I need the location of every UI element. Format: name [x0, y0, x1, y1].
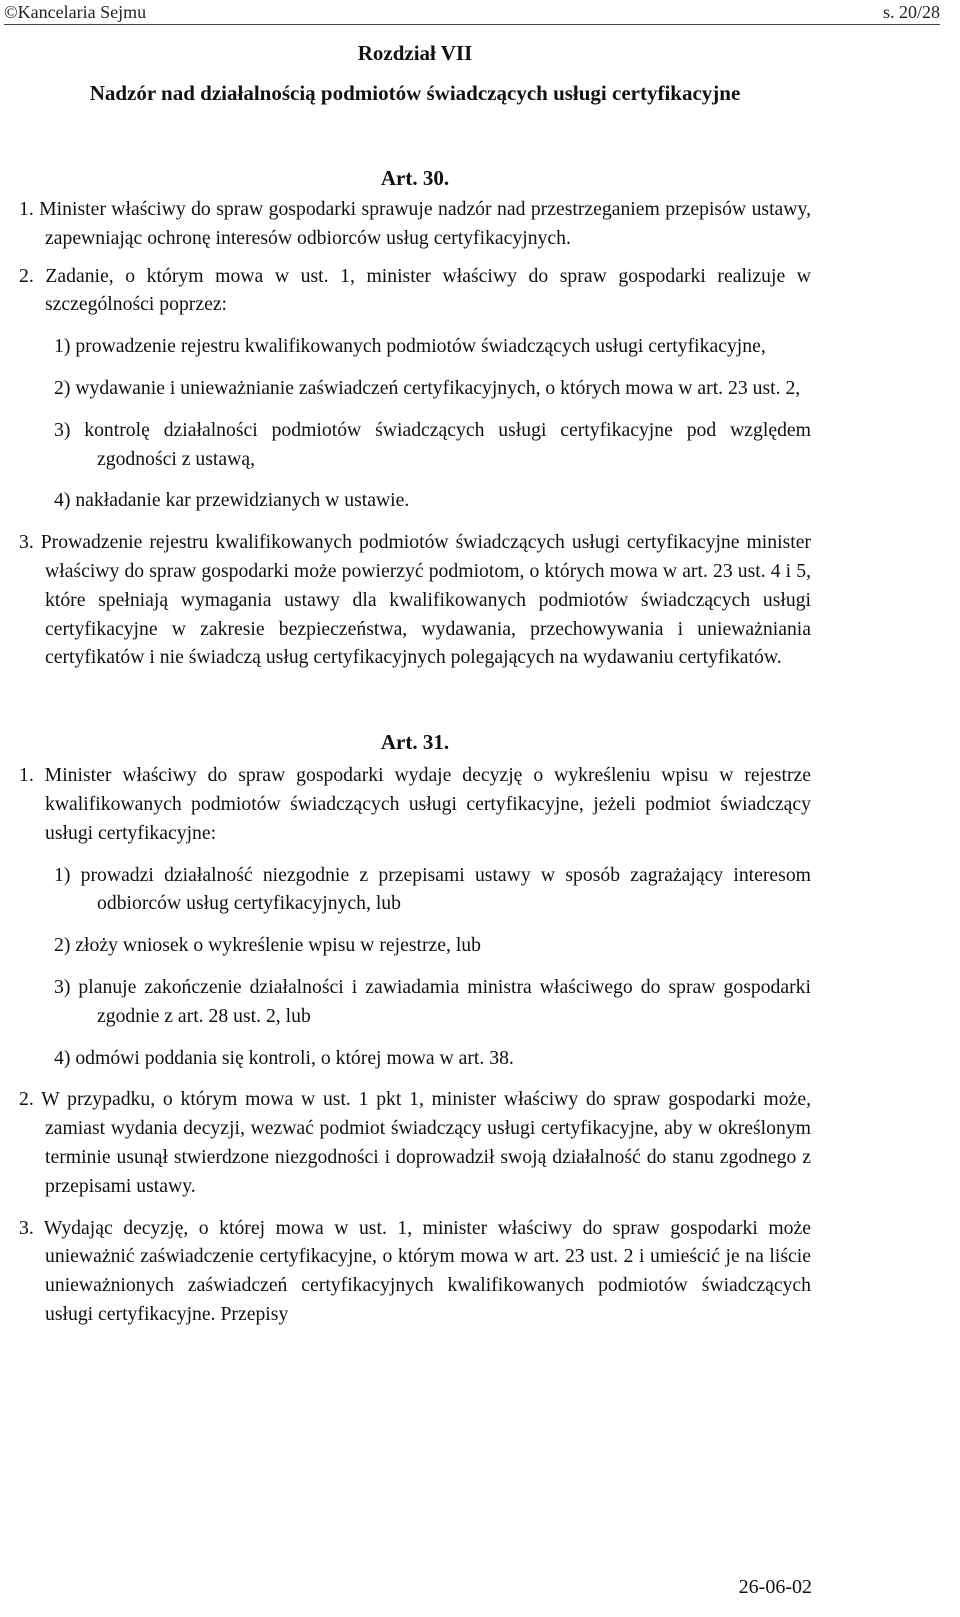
art31-point-3: 3) planuje zakończenie działalności i zawiadamia ministra właściwego do spraw gospodarki zgodnie z art. 28 ust. 2, lub	[54, 975, 811, 1027]
art30-point-3: 3) kontrolę działalności podmiotów świadczących usługi certyfikacyjne pod względem zgodności z ustawą,	[54, 418, 811, 470]
article-30-title: Art. 30.	[380, 166, 450, 190]
chapter-title: Nadzór nad działalnością podmiotów świadczących usługi certyfikacyjne	[89, 81, 741, 105]
header-rule	[4, 24, 940, 25]
art31-point-2: 2) złoży wniosek o wykreślenie wpisu w rejestrze, lub	[54, 934, 481, 957]
art31-ust2: 2. W przypadku, o którym mowa w ust. 1 pkt 1, minister właściwy do spraw gospodarki może, zamiast wydania decyzji, wezwać podmiot świadczący usługi certyfikacyjne, aby w określonym terminie usunął stwierdzone niezgodności i doprowadził swoją działalność do stanu zgodnego z przepisami ustawy.	[19, 1088, 811, 1197]
art30-point-4: 4) nakładanie kar przewidzianych w ustawie.	[54, 489, 410, 512]
art31-point-1: 1) prowadzi działalność niezgodnie z przepisami ustawy w sposób zagrażający interesom odbiorców usług certyfikacyjnych, lub	[54, 863, 811, 915]
art31-ust1: 1. Minister właściwy do spraw gospodarki wydaje decyzję o wykreśleniu wpisu w rejestrze kwalifikowanych podmiotów świadczących usługi certyfikacyjne, jeżeli podmiot świadczący usługi certyfikacyjne:	[19, 764, 811, 844]
footer-date: 26-06-02	[738, 1576, 812, 1598]
chapter-number: Rozdział VII	[357, 41, 473, 65]
art30-ust1: 1. Minister właściwy do spraw gospodarki sprawuje nadzór nad przestrzeganiem przepisów ustawy, zapewniając ochronę interesów odbiorców usług certyfikacyjnych.	[19, 198, 811, 249]
art30-ust2: 2. Zadanie, o którym mowa w ust. 1, minister właściwy do spraw gospodarki realizuje w szczególności poprzez:	[19, 264, 811, 316]
document-body	[19, 34, 811, 1329]
art30-point-1: 1) prowadzenie rejestru kwalifikowanych podmiotów świadczących usługi certyfikacyjne,	[54, 335, 766, 358]
header-page-number: s. 20/28	[882, 2, 940, 22]
art30-point-2: 2) wydawanie i unieważnianie zaświadczeń certyfikacyjnych, o których mowa w art. 23 ust. 2,	[54, 376, 801, 399]
art30-ust3: 3. Prowadzenie rejestru kwalifikowanych podmiotów świadczących usługi certyfikacyjne minister właściwy do spraw gospodarki może powierzyć podmiotom, o których mowa w art. 23 ust. 4 i 5, które spełniają wymagania ustawy dla kwalifikowanych podmiotów świadczących usługi certyfikacyjne w zakresie bezpieczeństwa, wydawania, przechowywania i unieważniania certyfikatów i nie świadczą usług certyfikacyjnych polegających na wydawaniu certyfikatów.	[19, 531, 811, 669]
art31-ust3: 3. Wydając decyzję, o której mowa w ust. 1, minister właściwy do spraw gospodarki może unieważnić zaświadczenie certyfikacyjne, o którym mowa w art. 23 ust. 2 i umieścić je na liście unieważnionych zaświadczeń certyfikacyjnych kwalifikowanych podmiotów świadczących usługi certyfikacyjne. Przepisy	[19, 1216, 811, 1325]
art31-point-4: 4) odmówi poddania się kontroli, o której mowa w art. 38.	[54, 1046, 514, 1069]
article-31-title: Art. 31.	[380, 730, 450, 755]
header-source: ©Kancelaria Sejmu	[4, 2, 147, 22]
